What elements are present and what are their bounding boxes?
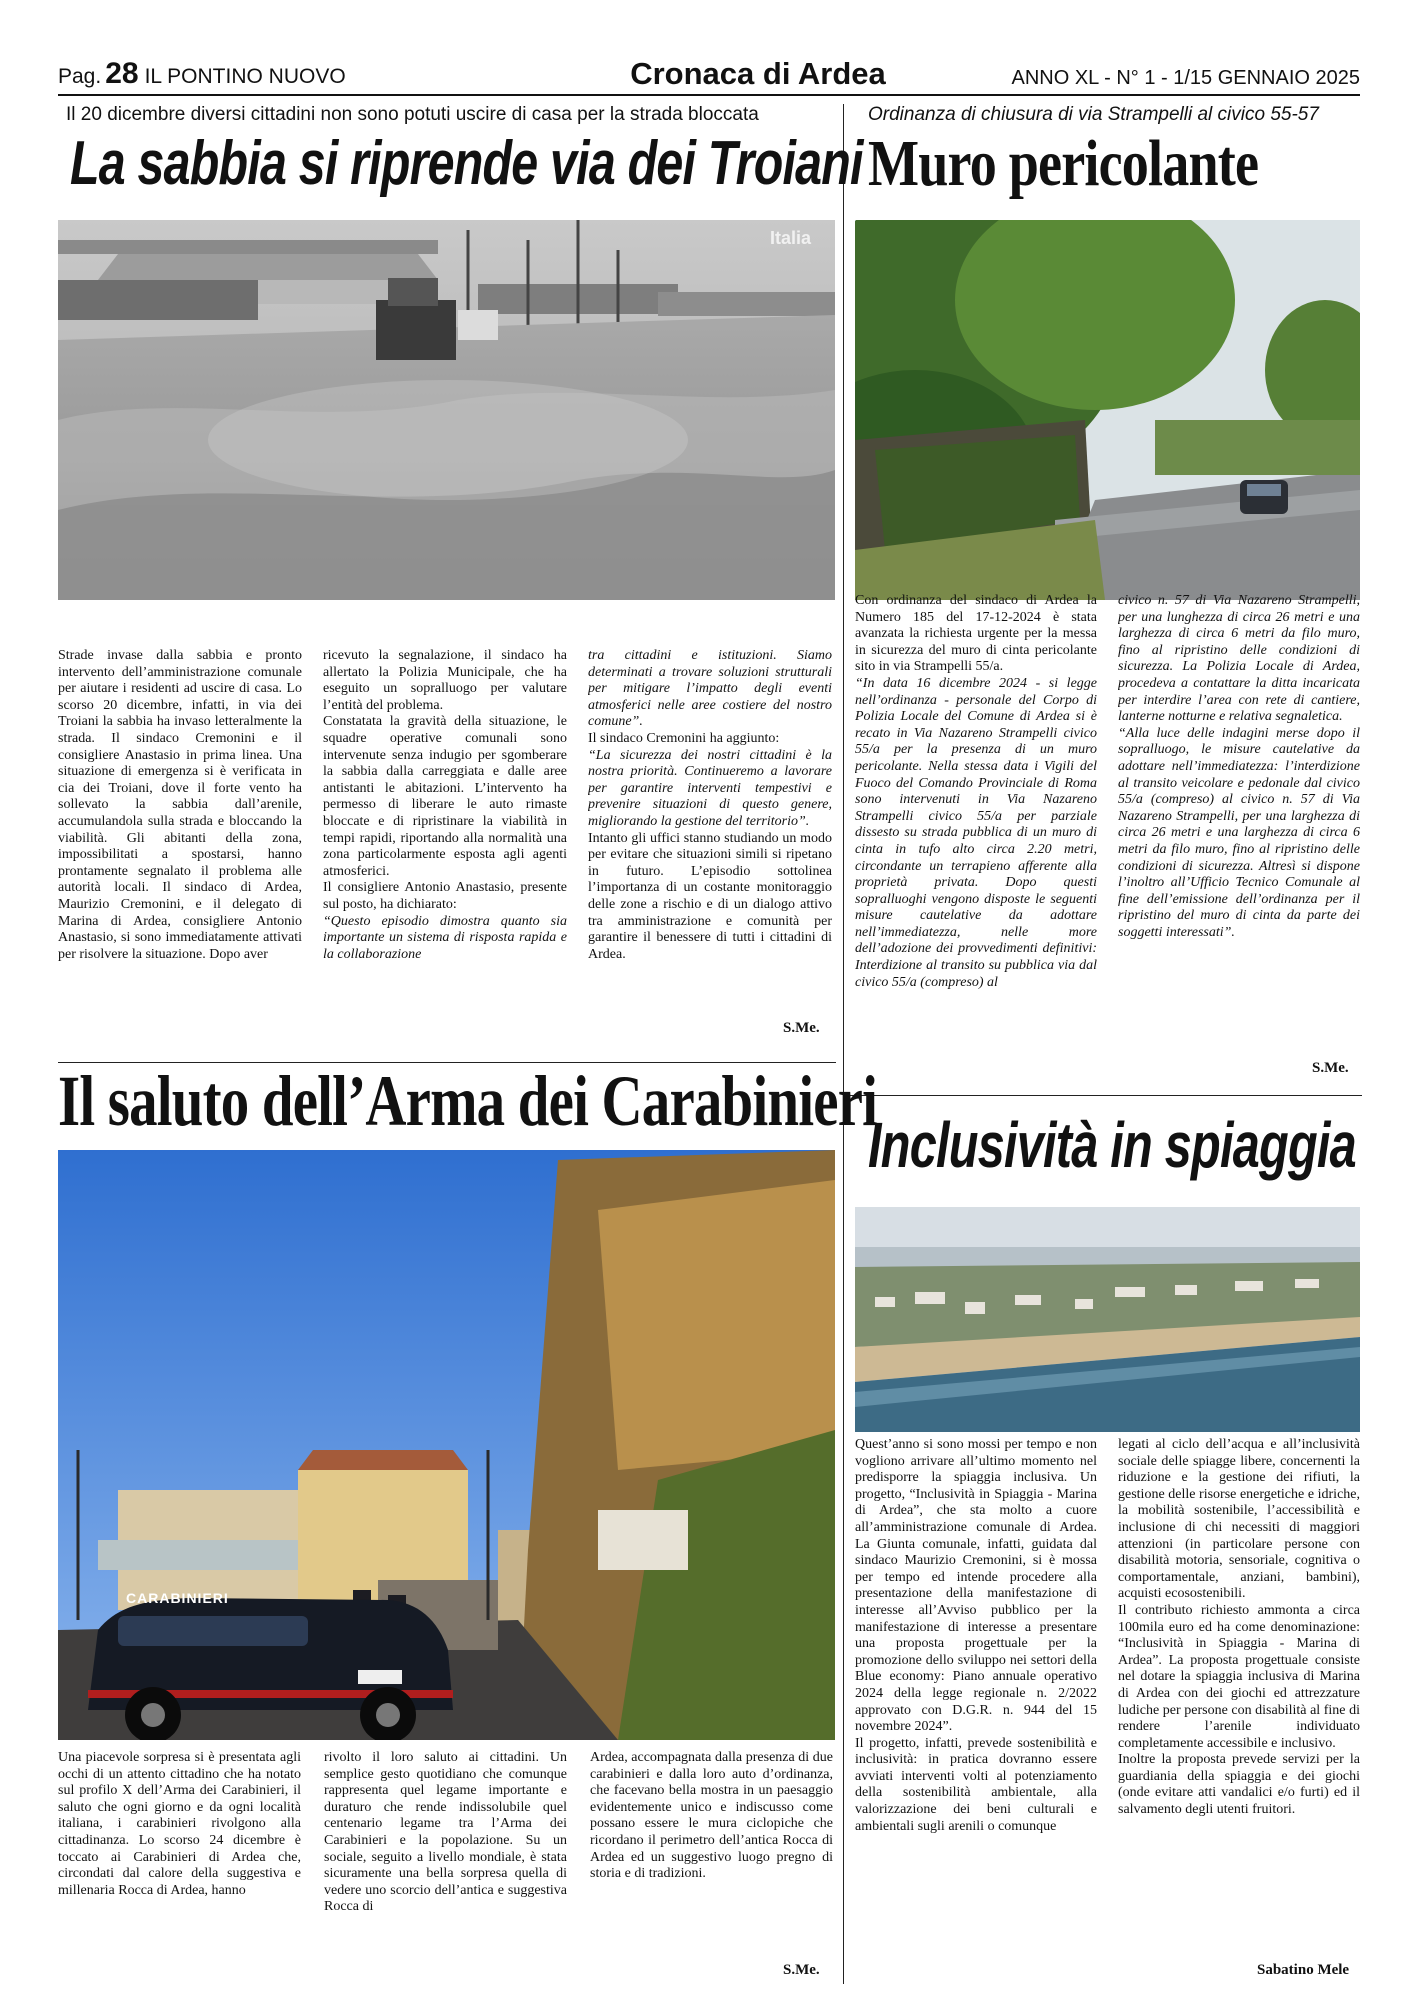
muro-quote: civico n. 57 di Via Nazareno Strampelli, per una lunghezza di circa 26 metri e una larghezza di circa 6 metri da filo muro, fino al ripristino delle condizioni di sicurezza. La Polizia Locale di Ardea, procedeva a contattare la ditta incaricata per interdire l’area con rete di cantiere, lanterne notturne e relativa segnaletica. [1118, 593, 1360, 725]
muro-body [855, 593, 1360, 1083]
muro-column-1 [855, 593, 1097, 991]
header-left [58, 57, 346, 91]
spiaggia-paragraph: Quest’anno si sono mossi per tempo e non vogliono arrivare all’ultimo momento nel predisporre la spiaggia inclusiva. Un progetto, “Inclusività in Spiaggia - Marina di Ardea”, che sta molto a cuore all’amministrazione comunale di Ardea. La Giunta comunale, infatti, guidata dal sindaco Maurizio Cremonini, si è mossa per tempo ed intende procedere alla presentazione della manifestazione di interesse all’Avviso pubblico per la manifestazione di interesse a presentare una proposta progettuale per la promozione dello sviluppo nei settori della Blue economy: Piano annuale operativo 2024 della legge regionale n. 2/2022 approvato con D.G.R. n. 944 del 15 novembre 2024”. [855, 1437, 1097, 1735]
muro-kicker: Ordinanza di chiusura di via Strampelli al civico 55-57 [868, 104, 1319, 125]
spiaggia-paragraph: legati al ciclo dell’acqua e all’inclusività sociale delle spiagge libere, concernenti la riduzione e la gestione dei rifiuti, la gestione delle risorse energetiche e idriche, la mobilità sostenibile, l’accessibilità e inclusione di chi necessiti di maggiori attenzioni (in particolare persone con disabilità motoria, sensoriale, cognitiva o comportamentale, anziani, bambini), acquisti ecosostenibili. [1118, 1437, 1360, 1602]
carabinieri-signature: S.Me. [783, 1962, 820, 1978]
issue-info: ANNO XL - N° 1 - 1/15 GENNAIO 2025 [1011, 67, 1360, 89]
muro-headline: Muro pericolante [868, 127, 1259, 200]
column-divider [843, 104, 844, 1984]
sabbia-quote: “La sicurezza dei nostri cittadini è la nostra priorità. Continueremo a lavorare per garantire interventi tempestivi e prevenire situazioni di questo genere, migliorando la gestione del territorio”. [588, 747, 832, 829]
carabinieri-column-3 [590, 1750, 833, 1883]
sabbia-kicker: Il 20 dicembre diversi cittadini non sono potuti uscire di casa per la strada bloccata [66, 104, 759, 125]
sabbia-paragraph: Intanto gli uffici stanno studiando un modo per evitare che situazioni simili si ripetano in futuro. L’episodio sottolinea l’importanza di un costante monitoraggio delle zone a rischio e di un dialogo attivo tra amministrazione e comunità per garantire il benessere di tutti i cittadini di Ardea. [588, 830, 832, 962]
carabinieri-photo [58, 1150, 835, 1740]
page-header [58, 56, 1360, 96]
muro-paragraph: Con ordinanza del sindaco di Ardea la Numero 185 del 17-12-2024 è stata avanzata la richiesta urgente per la messa in sicurezza del muro di cinta pericolante sito in via Strampelli 55/a. [855, 593, 1097, 675]
carabinieri-paragraph: rivolto il loro saluto ai cittadini. Un semplice gesto quotidiano che comunque rappresenta quel legame importante e duraturo che rende indissolubile quel centenario legame tra l’Arma dei Carabinieri e la popolazione. Su un sociale, seguito a livello mondiale, è stata sicuramente una bella sorpresa quella di vedere uno scorcio dell’antica e suggestiva Rocca di [324, 1750, 567, 1915]
carabinieri-column-2 [324, 1750, 567, 1916]
carabinieri-paragraph: Una piacevole sorpresa si è presentata agli occhi di un attento cittadino che ha notato sul profilo X dell’Arma dei Carabinieri, il saluto che ogni giorno e da ogni località italiana, i carabinieri rivolgono alla cittadinanza. Lo scorso 24 dicembre è toccato ai Carabinieri di Ardea che, circondati dal calore della suggestiva e millenaria Rocca di Ardea, hanno [58, 1750, 301, 1898]
carabinieri-column-1 [58, 1750, 301, 1899]
sabbia-paragraph: ricevuto la segnalazione, il sindaco ha allertato la Polizia Municipale, che ha eseguito un sopralluogo per valutare l’entità del problema. [323, 648, 567, 713]
sabbia-column-1 [58, 648, 302, 963]
spiaggia-signature: Sabatino Mele [1257, 1962, 1350, 1978]
page-number: 28 [105, 57, 139, 90]
muro-quote: “Alla luce delle indagini merse dopo il sopralluogo, le misure cautelative da adottare nell’immediatezza: l’interdizione al transito veicolare e pedonale dal civico 55/a (compreso) al civico n. 57 di Via Nazareno Strampelli, per una larghezza di circa 26 metri e una larghezza di circa 6 metri da filo muro, fino al ripristino delle condizioni di sicurezza. Altresì si dispone l’inoltro all’Ufficio Tecnico Comunale al fine dell’emissione dell’ordinanza per il ripristino del muro di cinta da parte dei soggetti interessati”. [1118, 725, 1360, 940]
sabbia-headline: La sabbia si riprende via dei Troiani [70, 129, 863, 198]
carabinieri-paragraph: Ardea, accompagnata dalla presenza di due carabinieri e dalla loro auto d’ordinanza, che facevano bella mostra in un paesaggio evidentemente unico e indiscusso come possano essere le mura ciclopiche che ricordano il perimetro dell’antica Rocca di Ardea ed un suggestivo luogo pregno di storia e di tradizioni. [590, 1750, 833, 1882]
muro-quote: “In data 16 dicembre 2024 - si legge nell’ordinanza - personale del Corpo di Polizia Locale del Comune di Ardea si è recato in Via Nazareno Strampelli civico 55/a per la presenza di un muro pericolante. Nella stessa data i Vigili del Fuoco del Comando Provinciale di Roma sono intervenuti in Via Nazareno Strampelli civico 55/a per parziale dissesto su strada pubblica di un muro di cinta in tufo alto circa 2.20 metri, circondante un terrapieno afferente alla proprietà privata. Dopo questi sopralluoghi vengono disposte le seguenti misure cautelative da adottare nell’immediatezza, nelle more dell’adozione dei provvedimenti definitivi: Interdizione al transito su pubblica via dal civico 55/a (compreso) al [855, 675, 1097, 990]
sabbia-body [58, 648, 836, 1048]
spiaggia-column-1 [855, 1437, 1097, 1835]
carabinieri-body [58, 1750, 836, 1980]
sabbia-column-2 [323, 648, 567, 963]
page-label: Pag. [58, 65, 102, 88]
sabbia-photo [58, 220, 835, 600]
carabinieri-headline: Il saluto dell’Arma dei Carabinieri [58, 1061, 878, 1141]
spiaggia-column-2 [1118, 1437, 1360, 1819]
sabbia-quote: tra cittadini e istituzioni. Siamo determinati a trovare soluzioni strutturali per mitigare l’impatto degli eventi atmosferici nelle aree costiere del nostro comune”. [588, 648, 832, 730]
muro-column-2 [1118, 593, 1360, 941]
muro-photo [855, 220, 1360, 600]
spiaggia-photo [855, 1207, 1360, 1432]
paper-name: IL PONTINO NUOVO [144, 65, 346, 88]
divider-right [850, 1095, 1362, 1096]
sabbia-column-3 [588, 648, 832, 963]
photo-watermark: Italia [769, 228, 811, 248]
section-title: Cronaca di Ardea [630, 56, 886, 91]
spiaggia-body [855, 1437, 1360, 1957]
spiaggia-paragraph: Il progetto, infatti, prevede sostenibilità e inclusività: in pratica dovranno essere avviati interventi volti al potenziamento della sostenibilità ambientale, alla valorizzazione dei beni culturali e ambientali sugli arenili o comunque [855, 1735, 1097, 1834]
sabbia-quote: “Questo episodio dimostra quanto sia importante un sistema di risposta rapida e la collaborazione [323, 913, 567, 962]
spiaggia-headline: Inclusività in spiaggia [868, 1109, 1356, 1181]
sabbia-signature: S.Me. [783, 1020, 820, 1036]
sabbia-paragraph: Il consigliere Antonio Anastasio, presente sul posto, ha dichiarato: [323, 880, 567, 912]
car-door-label: CARABINIERI [126, 1590, 229, 1606]
sabbia-paragraph: Constatata la gravità della situazione, le squadre operative comunali sono intervenute senza indugio per sgomberare la sabbia dalla carreggiata e dalle aree antistanti le abitazioni. L’intervento ha permesso di liberare le auto rimaste bloccate e di ripristinare la viabilità in tempi rapidi, riportando alla normalità una zona particolarmente esposta agli agenti atmosferici. [323, 714, 567, 879]
sabbia-paragraph: Il sindaco Cremonini ha aggiunto: [588, 730, 780, 746]
sabbia-paragraph: Strade invase dalla sabbia e pronto intervento dell’amministrazione comunale per aiutare i residenti ad uscire di casa. Lo scorso 20 dicembre, infatti, in via dei Troiani la sabbia ha invaso letteralmente la strada. Il sindaco Cremonini e il consigliere Anastasio in prima linea. Una situazione di emergenza si è verificata in cia dei Troiani, dove il forte vento ha sollevato la sabbia dall’arenile, accumulandola sulla strada e bloccando la viabilità. Gli abitanti della zona, impossibilitati a spostarsi, hanno prontamente segnalato il problema alle autorità locali. Il sindaco di Ardea, Maurizio Cremonini, e il delegato di Marina di Ardea, consigliere Antonio Anastasio, si sono immediatamente attivati per risolvere la situazione. Dopo aver [58, 648, 302, 962]
spiaggia-paragraph: Il contributo richiesto ammonta a circa 100mila euro ed ha come denominazione: “Inclusività in Spiaggia - Marina di Ardea”. La proposta progettuale consiste nel dotare la spiaggia inclusiva di Marina di Ardea con dei giochi ed attrezzature ludiche per persone con disabilità al fine di rendere l’arenile individuato completamente accessibile e inclusivo. [1118, 1602, 1360, 1751]
spiaggia-paragraph: Inoltre la proposta prevede servizi per la guardiania della spiaggia e dei giochi (onde evitare atti vandalici e/o furti) ed il salvamento degli utenti fruitori. [1118, 1752, 1360, 1818]
muro-signature: S.Me. [1312, 1060, 1349, 1076]
